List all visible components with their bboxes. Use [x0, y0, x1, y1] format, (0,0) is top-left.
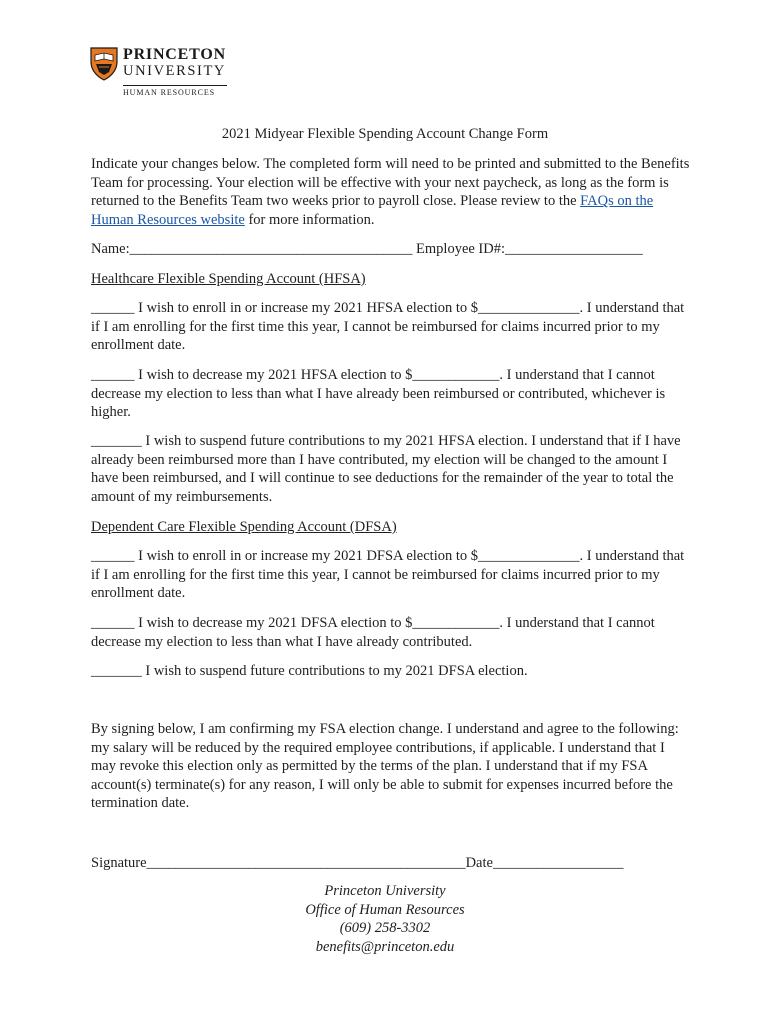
logo-princeton-text: PRINCETON	[123, 46, 226, 63]
dfsa-decrease-option[interactable]: ______ I wish to decrease my 2021 DFSA election to $____________. I understand that I cannot decrease my election to less than what I have already contributed.	[91, 615, 655, 650]
logo-human-resources-text: HUMAN RESOURCES	[123, 88, 215, 97]
logo-university-text: UNIVERSITY	[123, 63, 226, 79]
logo-divider	[123, 85, 227, 86]
contact-footer	[0, 882, 770, 956]
hfsa-suspend-option[interactable]: _______ I wish to suspend future contributions to my 2021 HFSA election. I understand that if I have already been reimbursed more than I have contributed, my election will be changed to the amount I have been reimbursed, and I will continue to see deductions for the remainder of the year to total the amount of my reimbursements.	[91, 433, 681, 505]
intro-paragraph	[91, 155, 691, 229]
dfsa-suspend-option[interactable]: _______ I wish to suspend future contributions to my 2021 DFSA election.	[91, 663, 528, 679]
footer-university: Princeton University	[324, 883, 446, 899]
agreement-paragraph: By signing below, I am confirming my FSA election change. I understand and agree to the following: my salary will be reduced by the required employee contributions, if applicable. I understand that I may revoke this election only as permitted by the terms of the plan. I understand that if my FSA account(s) terminate(s) for any reason, I will only be able to submit for expenses incurred before the termination date.	[91, 721, 679, 812]
signature-date-field[interactable]: Signature____________________________________________Date__________________	[91, 855, 624, 871]
footer-office: Office of Human Resources	[305, 901, 465, 918]
dfsa-enroll-option[interactable]: ______ I wish to enroll in or increase my 2021 DFSA election to $______________. I understand that if I am enrolling for the first time this year, I cannot be reimbursed for claims incurred prior to my enrollment date.	[91, 548, 685, 602]
name-employee-id-field[interactable]: Name:_______________________________________ Employee ID#:___________________	[91, 241, 643, 257]
hfsa-enroll-option[interactable]: ______ I wish to enroll in or increase my 2021 HFSA election to $______________. I understand that if I am enrolling for the first time this year, I cannot be reimbursed for claims incurred prior to my enrollment date.	[91, 300, 685, 354]
hfsa-heading: Healthcare Flexible Spending Account (HFSA)	[91, 271, 366, 287]
form-title: 2021 Midyear Flexible Spending Account Change Form	[221, 126, 549, 142]
footer-email[interactable]: benefits@princeton.edu	[315, 938, 455, 955]
princeton-hr-logo	[90, 47, 240, 99]
dfsa-heading: Dependent Care Flexible Spending Account (DFSA)	[91, 519, 397, 535]
hfsa-decrease-option[interactable]: ______ I wish to decrease my 2021 HFSA election to $____________. I understand that I cannot decrease my election to less than what I have already been reimbursed or contributed, whichever is higher.	[91, 367, 666, 421]
intro-text-after: for more information.	[244, 211, 375, 228]
faq-link[interactable]: FAQs on the Human Resources website	[91, 193, 654, 228]
footer-phone: (609) 258-3302	[339, 920, 431, 936]
intro-text: Indicate your changes below. The completed form will need to be printed and submitted to the Benefits Team for processing. Your election will be effective with your next paycheck, as long as the form is returned to the Benefits Team two weeks prior to payroll close. Please review to the	[91, 156, 690, 210]
princeton-shield-icon	[90, 47, 118, 81]
